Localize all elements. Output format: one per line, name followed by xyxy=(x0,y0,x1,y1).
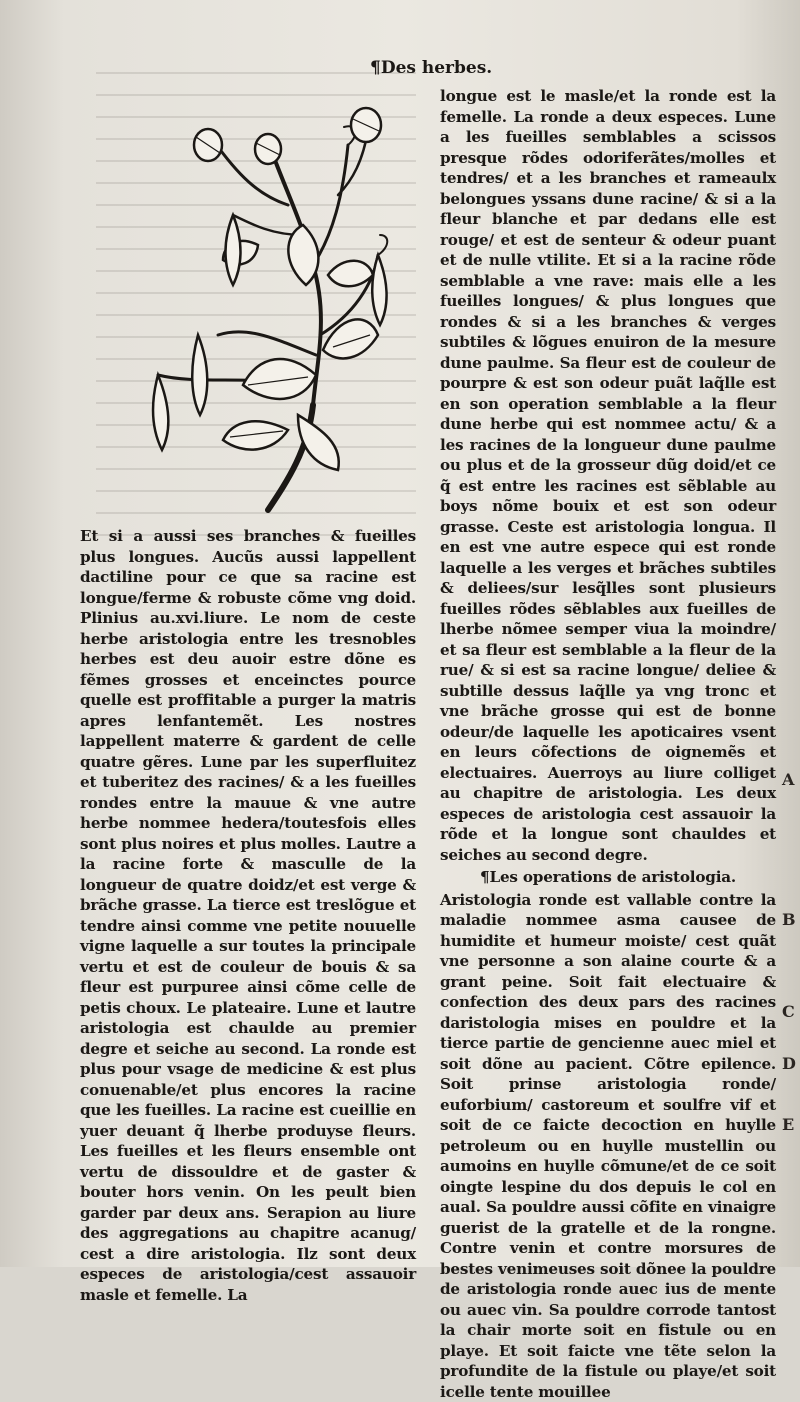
running-head: ¶Des herbes. xyxy=(370,58,492,78)
woodcut-plant-illustration xyxy=(138,85,418,515)
margin-letter: E xyxy=(782,1115,794,1134)
leaf xyxy=(223,421,288,449)
pilcrow-icon: ¶ xyxy=(480,868,489,886)
left-text-column xyxy=(80,526,416,1305)
right-text-column xyxy=(440,86,776,1402)
margin-letter: D xyxy=(782,1054,796,1073)
body-paragraph: Aristologia ronde est vallable contre la maladie nommee asma causee de humidite et humeur moiste/ cest quãt vne personne a son alaine courte & a grant peine. Soit fait electuaire & confection des deux pars des racines daristologia mises en pouldre et la tierce partie de gencienne auec miel et soit dõne au pacient. Cõtre epilence. Soit prinse aristologia ronde/ euforbium/ castoreum et soulfre vif et soit de ce faicte decoction en huylle petroleum ou en huylle mustellin ou aumoins en huylle cõmune/et de ce soit oingte lespine du dos depuis le col en aual. Sa pouldre aussi cõfite en vinaigre guerist de la gratelle et de la rongne. Contre venin et contre morsures de bestes venimeuses soit dõnee la pouldre de aristologia ronde auec ius de mente ou auec vin. Sa pouldre corrode tantost la chair morte soit en fistule ou en playe. Et soit faicte vne tẽte selon la profundite de la fistule ou playe/et soit icelle tente mouillee xyxy=(440,890,776,1402)
margin-letter: B xyxy=(782,910,796,929)
seed-pod xyxy=(192,335,207,415)
leaf xyxy=(288,225,318,285)
leaf xyxy=(328,261,373,287)
margin-letter: C xyxy=(782,1002,795,1021)
leaf xyxy=(243,359,316,399)
leaf xyxy=(298,415,339,470)
seed-pod xyxy=(372,255,386,325)
pilcrow-icon: ¶ xyxy=(370,58,381,78)
body-paragraph: longue est le masle/et la ronde est la femelle. La ronde a deux especes. Lune a les fueilles semblables a scissos presque rõdes odoriferãtes/molles et tendres/ et a les branches et ramеaulx belongues yssans dune racine/ & si a la fleur blanche et par dedans elle est rouge/ et est de senteur & odeur puant et de nulle vtilite. Et si a la racine rõde semblable a vne rave: mais elle a les fueilles longues/ & plus longues que rondes & si a les branches & verges subtiles & lõgues enuiron de la mesure dune paulme. Sa fleur est de couleur de pourpre & est son odeur puãt laq̃lle est en son operation semblable a la fleur dune herbe qui est nommee actu/ & a les racines de la longueur dune paulme ou plus et de la grosseur dũg doid/et ce q̃ est entre les racines est sẽblable au boys nõme bouix et est son odeur grasse. Ceste est aristologia longua. Il en est vne autre espece qui est ronde laquelle a les verges et brãches subtiles & deliees/sur lesq̃lles sont plusieurs fueilles rõdes sẽblables aux fueilles de lherbe nõmee semper viua la moindre/ et sa fleur est semblable a la fleur de la rue/ & si est sa racine longue/ deliee & subtille dessus laq̃lle ya vng tronc et vne brãche grosse qui est de bonne odeur/de laquelle les apoticaires vsent en leurs cõfections de oignemẽs et electuaires. Auerroys au liure colliget au chapitre de aristologia. Les deux especes de aristologia cest assauoir la rõde et la longue sont chauldes et seiches au second degre. xyxy=(440,86,776,865)
body-paragraph: Et si a aussi ses branches & fueilles plus longues. Aucũs aussi lappellent dactiline pour ce que sa racine est longue/ferme & robuste cõme vng doid. Plinius au.xvi.liure. Le nom de ceste herbe aristologia entre les tresnobles herbes est deu auoir estre dõne es fẽmes grosses et enceinctes pource quelle est proffitable a purger la matris apres lenfantemẽt. Les nostres lappellent materre & gardent de celle quatre gẽres. Lune par les superfluitez et tuberitez des racines/ & a les fueilles rondes entre la mauue & vne autre herbe nommee hedera/toutesfois elles sont plus noires et plus molles. Lautre a la racine forte & masculle de la longueur de quatre doidz/et est verge & brãche grasse. La tierce est treslõgue et tendre ainsi comme vne petite nouuelle vigne laquelle a sur toutes la principale vertu et est de couleur de bouis & sa fleur est purpuree ainsi cõme celle de petis choux. Le plateaire. Lune et lautre aristologia est chaulde au premier degre et seiche au second. La ronde est plus pour vsage de medicine & est plus conuenable/et plus encores la racine que les fueilles. La racine est cueillie en yuer deuant q̃ lherbe produyse fleurs. Les fueilles et les fleurs ensemble ont vertu de dissouldre et de gaster & bouter hors venin. On les peult bien garder par deux ans. Serapion au liure des aggregations au chapitre acanug/ cest a dire aristologia. Ilz sont deux especes de aristologia/cest assauoir masle et femelle. La xyxy=(80,526,416,1305)
seed-pod xyxy=(153,375,168,450)
seed-pod xyxy=(226,215,241,285)
section-subheading: ¶Les operations de aristologia. xyxy=(440,867,776,888)
margin-letter: A xyxy=(782,770,794,789)
leaf xyxy=(323,319,378,358)
